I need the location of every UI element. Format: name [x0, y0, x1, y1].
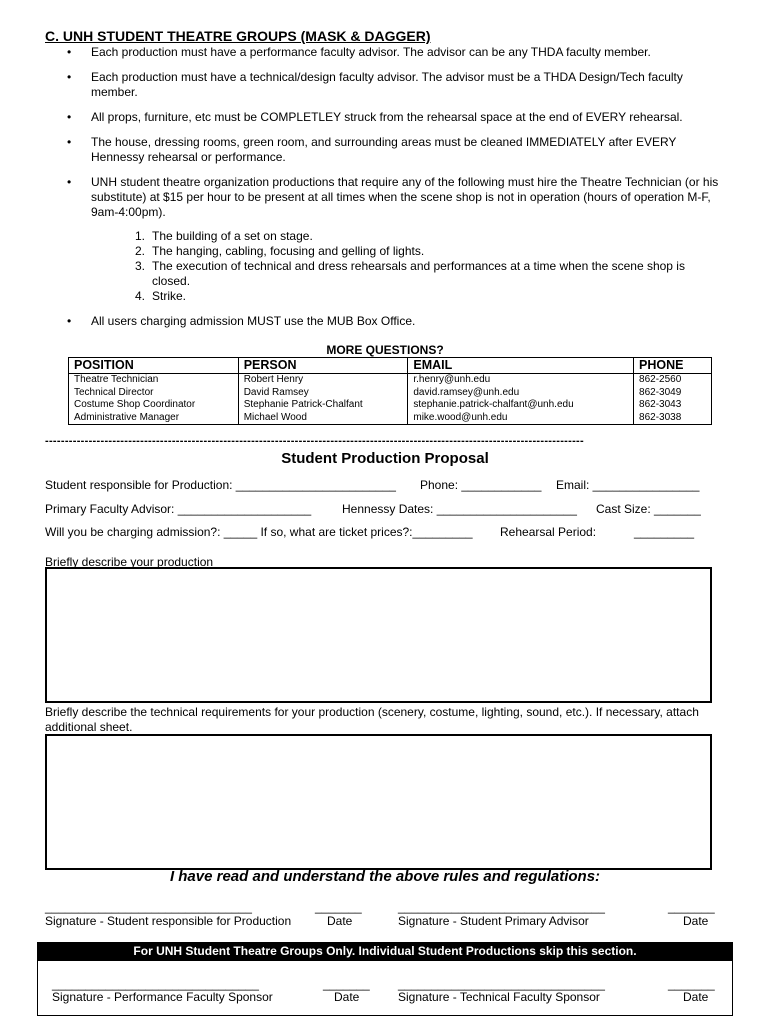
- performance-sponsor-label: Signature - Performance Faculty Sponsor: [52, 990, 273, 1004]
- person-cell: Michael Wood: [238, 412, 408, 425]
- rule-text: The house, dressing rooms, green room, and surrounding areas must be cleaned IMMEDIATELY after EVERY Hennessy rehearsal or performance.: [91, 135, 677, 164]
- position-cell: Administrative Manager: [69, 412, 239, 425]
- requirement-number: 4.: [135, 289, 146, 303]
- more-questions-title: MORE QUESTIONS?: [326, 343, 444, 357]
- advisor-signature-label: Signature - Student Primary Advisor: [398, 914, 589, 928]
- student-signature-line[interactable]: _______________________________: [45, 900, 252, 914]
- describe-production-textarea[interactable]: [45, 567, 712, 703]
- phone-cell: 862-3038: [634, 412, 712, 425]
- phone-field[interactable]: Phone: ____________: [420, 478, 542, 492]
- phone-cell: 862-2560: [634, 374, 712, 387]
- table-header-row: [69, 358, 712, 374]
- section-heading: C. UNH STUDENT THEATRE GROUPS (MASK & DAGGER): [45, 28, 431, 44]
- acknowledgement-statement: I have read and understand the above rules and regulations:: [169, 868, 601, 885]
- rule-item: [45, 70, 725, 100]
- table-row: [69, 374, 712, 387]
- date-line[interactable]: _______: [315, 900, 362, 914]
- email-cell[interactable]: r.henry@unh.edu: [408, 374, 634, 387]
- requirement-item: [45, 289, 725, 304]
- technical-requirements-textarea[interactable]: [45, 734, 712, 870]
- date-line[interactable]: _______: [668, 900, 715, 914]
- email-cell[interactable]: david.ramsey@unh.edu: [408, 387, 634, 400]
- position-cell: Technical Director: [69, 387, 239, 400]
- column-header: POSITION: [69, 358, 239, 374]
- date-label: Date: [334, 990, 360, 1004]
- requirement-number: 3.: [135, 259, 146, 273]
- email-field[interactable]: Email: ________________: [556, 478, 700, 492]
- requirement-item: [45, 259, 725, 289]
- table-row: [69, 412, 712, 425]
- advisor-signature-line[interactable]: _______________________________: [398, 900, 605, 914]
- column-header: PERSON: [238, 358, 408, 374]
- person-cell: Stephanie Patrick-Chalfant: [238, 399, 408, 412]
- column-header: PHONE: [634, 358, 712, 374]
- email-cell[interactable]: stephanie.patrick-chalfant@unh.edu: [408, 399, 634, 412]
- date-label: Date: [683, 914, 709, 928]
- rule-item: [45, 314, 725, 329]
- rule-item: [45, 135, 725, 165]
- rule-text: All props, furniture, etc must be COMPLETLEY struck from the rehearsal space at the end of EVERY rehearsal.: [91, 110, 683, 124]
- position-cell: Costume Shop Coordinator: [69, 399, 239, 412]
- technical-sponsor-signature-line[interactable]: _______________________________: [398, 977, 605, 991]
- cast-size-field[interactable]: Cast Size: _______: [596, 502, 701, 516]
- phone-cell: 862-3049: [634, 387, 712, 400]
- describe-production-label: Briefly describe your production: [45, 555, 214, 569]
- rule-text: UNH student theatre organization productions that require any of the following must hire the Theatre Technician (or his substitute) at $15 per hour to be present at all times when the scene shop is not in operation (hours of operation M-F, 9am-4:00pm).: [91, 175, 719, 219]
- rule-item: [45, 45, 725, 60]
- requirement-item: [45, 244, 725, 259]
- faculty-advisor-field[interactable]: Primary Faculty Advisor: ____________________: [45, 502, 312, 516]
- rehearsal-period-field[interactable]: _________: [634, 525, 695, 539]
- requirement-number: 1.: [135, 229, 146, 243]
- hennessy-dates-field[interactable]: Hennessy Dates: _____________________: [342, 502, 577, 516]
- email-cell[interactable]: mike.wood@unh.edu: [408, 412, 634, 425]
- form-title: Student Production Proposal: [281, 450, 489, 467]
- requirement-text: The building of a set on stage.: [152, 229, 313, 243]
- rule-text: Each production must have a performance faculty advisor. The advisor can be any THDA faculty member.: [91, 45, 651, 59]
- table-row: [69, 387, 712, 400]
- cut-line-divider: ----------------------------------------------------------------------------------------------------------------------------------------: [45, 435, 584, 447]
- requirement-text: The hanging, cabling, focusing and gelling of lights.: [152, 244, 425, 258]
- column-header: EMAIL: [408, 358, 634, 374]
- requirement-number: 2.: [135, 244, 146, 258]
- requirement-text: The execution of technical and dress rehearsals and performances at a time when the scene shop is closed.: [152, 259, 685, 288]
- rule-item: [45, 175, 725, 304]
- groups-only-banner: For UNH Student Theatre Groups Only. Individual Student Productions skip this section.: [37, 942, 733, 961]
- rule-text: All users charging admission MUST use the MUB Box Office.: [91, 314, 416, 328]
- requirement-text: Strike.: [152, 289, 187, 303]
- date-line[interactable]: _______: [668, 977, 715, 991]
- technical-requirements-label: Briefly describe the technical requirements for your production (scenery, costume, lighting, sound, etc.). If necessary, attach additional sheet.: [45, 705, 699, 734]
- rehearsal-period-label: Rehearsal Period:: [500, 525, 597, 539]
- rule-item: [45, 110, 725, 125]
- person-cell: Robert Henry: [238, 374, 408, 387]
- date-line[interactable]: _______: [323, 977, 370, 991]
- contacts-table: [68, 357, 712, 425]
- rules-list: [45, 45, 725, 329]
- person-cell: David Ramsey: [238, 387, 408, 400]
- requirement-item: [45, 229, 725, 244]
- admission-field[interactable]: Will you be charging admission?: _____ If so, what are ticket prices?:_________: [45, 525, 473, 539]
- technician-requirements-list: [45, 229, 725, 304]
- technical-sponsor-label: Signature - Technical Faculty Sponsor: [398, 990, 600, 1004]
- student-signature-label: Signature - Student responsible for Production: [45, 914, 292, 928]
- table-row: [69, 399, 712, 412]
- position-cell: Theatre Technician: [69, 374, 239, 387]
- student-responsible-field[interactable]: Student responsible for Production: ________________________: [45, 478, 396, 492]
- date-label: Date: [683, 990, 709, 1004]
- rule-text: Each production must have a technical/design faculty advisor. The advisor must be a THDA Design/Tech faculty member.: [91, 70, 683, 99]
- phone-cell: 862-3043: [634, 399, 712, 412]
- date-label: Date: [327, 914, 353, 928]
- performance-sponsor-signature-line[interactable]: _______________________________: [52, 977, 259, 991]
